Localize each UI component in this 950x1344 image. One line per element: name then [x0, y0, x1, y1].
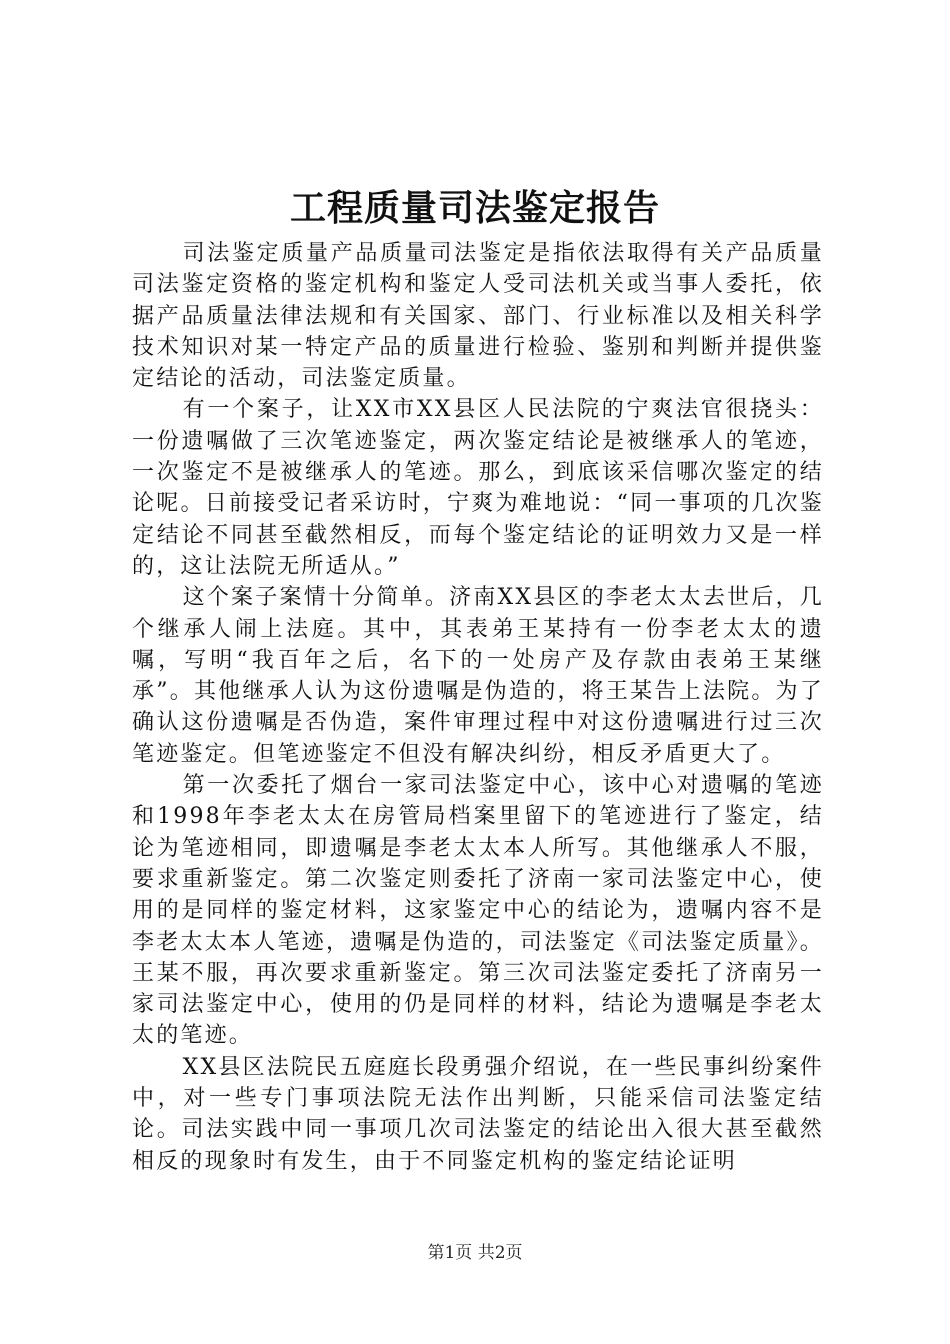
paragraph-4: 第一次委托了烟台一家司法鉴定中心，该中心对遗嘱的笔迹和1998年李老太太在房管局档案里留下的笔迹进行了鉴定，结论为笔迹相同，即遗嘱是李老太太本人所写。其他继承人不服，要求重新鉴定。第二次鉴定则委托了济南一家司法鉴定中心，使用的是同样的鉴定材料，这家鉴定中心的结论为，遗嘱内容不是李老太太本人笔迹，遗嘱是伪造的，司法鉴定《司法鉴定质量》。王某不服，再次要求重新鉴定。第三次司法鉴定委托了济南另一家司法鉴定中心，使用的仍是同样的材料，结论为遗嘱是李老太太的笔迹。 — [132, 773, 824, 1049]
document-title: 工程质量司法鉴定报告 — [289, 187, 660, 229]
page-footer: 第1页 共2页 — [427, 1243, 523, 1263]
document-body — [132, 238, 824, 1177]
paragraph-2: 有一个案子，让XX市XX县区人民法院的宁爽法官很挠头：一份遗嘱做了三次笔迹鉴定，两次鉴定结论是被继承人的笔迹，一次鉴定不是被继承人的笔迹。那么，到底该采信哪次鉴定的结论呢。日前接受记者采访时，宁爽为难地说：“同一事项的几次鉴定结论不同甚至截然相反，而每个鉴定结论的证明效力又是一样的，这让法院无所适从。” — [132, 397, 824, 579]
paragraph-5: XX县区法院民五庭庭长段勇强介绍说，在一些民事纠纷案件中，对一些专门事项法院无法作出判断，只能采信司法鉴定结论。司法实践中同一事项几次司法鉴定的结论出入很大甚至截然相反的现象时有发生，由于不同鉴定机构的鉴定结论证明 — [132, 1054, 824, 1174]
paragraph-3: 这个案子案情十分简单。济南XX县区的李老太太去世后，几个继承人闹上法庭。其中，其表弟王某持有一份李老太太的遗嘱，写明“我百年之后，名下的一处房产及存款由表弟王某继承”。其他继承人认为这份遗嘱是伪造的，将王某告上法院。为了确认这份遗嘱是否伪造，案件审理过程中对这份遗嘱进行过三次笔迹鉴定。但笔迹鉴定不但没有解决纠纷，相反矛盾更大了。 — [132, 585, 824, 767]
paragraph-1: 司法鉴定质量产品质量司法鉴定是指依法取得有关产品质量司法鉴定资格的鉴定机构和鉴定人受司法机关或当事人委托，依据产品质量法律法规和有关国家、部门、行业标准以及相关科学技术知识对某一特定产品的质量进行检验、鉴别和判断并提供鉴定结论的活动，司法鉴定质量。 — [132, 241, 824, 392]
